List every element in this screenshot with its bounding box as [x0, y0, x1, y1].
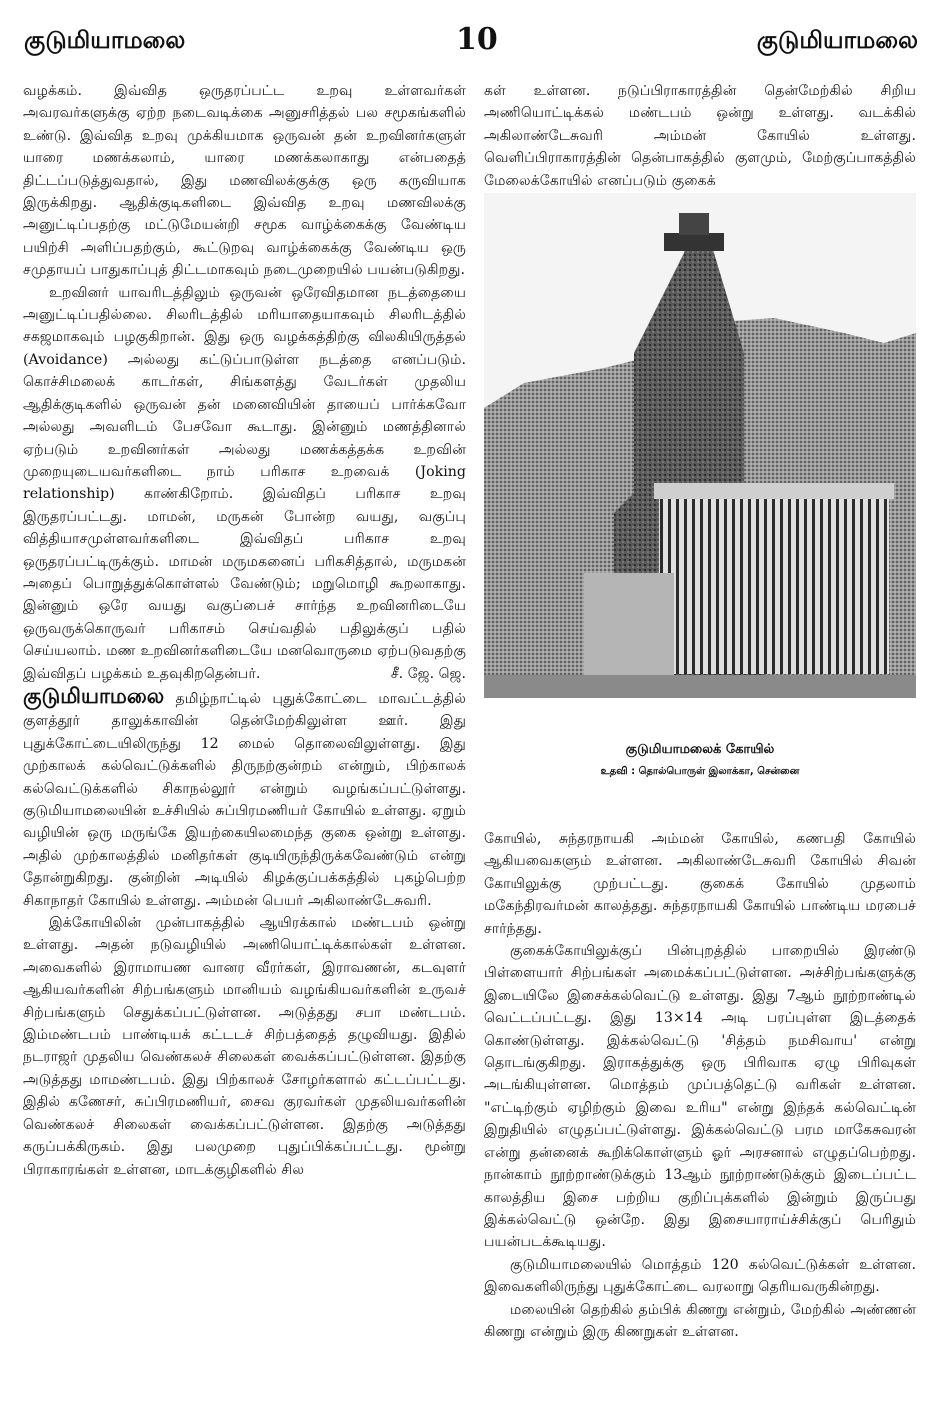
- right-column-top: [484, 80, 916, 192]
- ground: [484, 675, 916, 698]
- paragraph-text: தமிழ்நாட்டில் புதுக்கோட்டை மாவட்டத்தில் குளத்தூர் தாலுக்காவின் தென்மேற்கிலுள்ள ஊர். இது புதுக்கோட்டையிலிருந்து 12 மைல் தொலைவிலுள்ளது. இது முற்காலக் கல்வெட்டுக்களில் திருநற்குன்றம் என்றும், பிற்காலக் கல்வெட்டுக்களில் சிகாநல்லூர் என்றும் வழங்கப்பட்டுள்ளது. குடுமியாமலையின் உச்சியில் சுப்பிரமணியர் கோயில் உள்ளது. ஏறும் வழியின் ஒரு மருங்கே இயற்கையிலமைந்த குகை ஒன்று உள்ளது. அதில் முற்காலத்தில் மனிதர்கள் குடியிருந்திருக்கவேண்டும் என்று தோன்றுகிறது. குன்றின் அடியில் கிழக்குப்பக்கத்தில் புகழ்பெற்ற சிகாநாதர் கோயில் உள்ளது. அம்மன் பெயர் அகிலாண்டேசுவரி.: [23, 690, 466, 909]
- page-header: [22, 22, 918, 62]
- running-title-left: குடுமியாமலை: [24, 26, 186, 54]
- figure-caption: குடுமியாமலைக் கோயில்: [625, 742, 775, 757]
- paragraph-text: உறவினர் யாவரிடத்திலும் ஒருவன் ஒரேவிதமான நடத்தையை அனுட்டிப்பதில்லை. சிலரிடத்தில் மரியாதையாகவும் சிலரிடத்தில் சகஜமாகவும் பழகுகிறான். இது ஒரு வழக்கத்திற்கு விலகியிருத்தல் (Avoidance) அல்லது கட்டுப்பாடுள்ள நடத்தை எனப்படும். கொச்சிமலைக் காடர்கள், சிங்களத்து வேடர்கள் முதலிய ஆதிக்குடிகளில் ஒருவன் தன் மனைவியின் தாயைப் பார்க்கவோ அல்லது அவளிடம் பேசவோ கூடாது. இன்னும் மணத்தினால் ஏற்படும் உறவினர்கள் அல்லது மணக்கத்தக்க உறவின் முறையுடையவர்களிடை நாம் பரிகாச உறவைக் (Joking relationship) காண்கிறோம். இவ்விதப் பரிகாச உறவு இருதரப்பட்டது. மாமன், மருகன் போன்ற வயது, வகுப்பு வித்தியாசமுள்ளவர்களிடை இவ்விதப் பரிகாச உறவு ஒருதரப்பட்டிருக்கும். மாமன் மருமகனைப் பரிகசித்தால், மருமகன் அதைப் பொறுத்துக்கொள்ளல் வேண்டும்; மறுமொழி கூறலாகாது. இன்னும் ஒரே வயது வகுப்பைச் சார்ந்த உறவினரிடையே ஒருவருக்கொருவர் பரிகாசம் செய்வதில் பதிலுக்குப் பதில் செய்யலாம். மண உறவினர்களிடையே மனவொருமை ஏற்படுவதற்கு இவ்விதப் பழக்கம் உதவுகிறதென்பர்.: [23, 284, 466, 682]
- page-number: 10: [456, 22, 498, 57]
- temple-photo-illustration: [484, 193, 916, 698]
- entry-title: குடுமியாமலை: [23, 683, 165, 708]
- paragraph: கோயில், சுந்தரநாயகி அம்மன் கோயில், கணபதி கோயில் ஆகியவைகளும் உள்ளன. அகிலாண்டேசுவரி கோயில் சிவன் கோயிலுக்கு முற்பட்டது. குகைக் கோயில் முதலாம் மகேந்திரவர்மன் காலத்தது. சுந்தரநாயகி கோயில் பாண்டிய மரபைச் சார்ந்தது.: [484, 831, 916, 937]
- paragraph: மலையின் தெற்கில் தம்பிக் கிணறு என்றும், மேற்கில் அண்ணன் கிணறு என்றும் இரு கிணறுகள் உள்ளன.: [484, 1301, 916, 1340]
- paragraph: குகைக்கோயிலுக்குப் பின்புறத்தில் பாறையில் இரண்டு பிள்ளையார் சிற்பங்கள் அமைக்கப்பட்டுள்ளன. அச்சிற்பங்களுக்கு இடையிலே இசைக்கல்வெட்டு உள்ளது. இது 7ஆம் நூற்றாண்டில் வெட்டப்பட்டது. இது 13×14 அடி பரப்புள்ள இடத்தைக் கொண்டுள்ளது. இக்கல்வெட்டு 'சித்தம் நமசிவாய' என்று தொடங்குகிறது. இராகத்துக்கு ஒரு பிரிவாக ஏழு பிரிவுகள் அடங்கியுள்ளன. மொத்தம் முப்பத்தெட்டு வரிகள் உள்ளன. "எட்டிற்கும் ஏழிற்கும் இவை உரிய" என்று இந்தக் கல்வெட்டின் இறுதியில் எழுதப்பட்டுள்ளது. இக்கல்வெட்டு பரம மாகேசுவரன் என்று தன்னைக் கூறிக்கொள்ளும் ஓர் அரசனால் எழுதப்பெற்றது. நான்காம் நூற்றாண்டுக்கும் 13ஆம் நூற்றாண்டுக்கும் இடைப்பட்ட காலத்திய இசை பற்றிய குறிப்புக்களில் இன்றும் இருப்பது இக்கல்வெட்டு ஒன்றே. இது இசையாராய்ச்சிக்குப் பெரிதும் பயன்படக்கூடியது.: [484, 943, 916, 1251]
- paragraph: வழக்கம். இவ்வித ஒருதரப்பட்ட உறவு உள்ளவர்கள் அவரவர்களுக்கு ஏற்ற நடைவடிக்கை அனுசரித்தல் பல சமூகங்களில் உண்டு. இவ்வித உறவு முக்கியமாக ஒருவன் தன் உறவினர்களுள் யாரை மணக்கலாம், யாரை மணக்கலாகாது என்பதைத் திட்டப்படுத்துவதால், இது மணவிலக்குக்கு ஒரு கருவியாக இருக்கிறது. ஆதிக்குடிகளிடை இவ்வித உறவு மணவிலக்கு அனுட்டிப்பதற்கு மட்டுமேயன்றி சமூக வாழ்க்கைக்கு வேண்டிய பயிற்சி அளிப்பதற்கும், கூட்டுறவு வாழ்க்கைக்கு வேண்டிய ஒரு சமுதாயப் பாதுகாப்புத் திட்டமாகவும் நடைமுறையில் பயன்படுகிறது.: [23, 83, 466, 279]
- figure-credit: உதவி : தொல்பொருள் இலாக்கா, சென்னை: [600, 766, 800, 777]
- paragraph: கள் உள்ளன. நடுப்பிராகாரத்தின் தென்மேற்கில் சிறிய அணியொட்டிக்கல் மண்டபம் ஒன்று உள்ளது. வடக்கில் அகிலாண்டேசுவரி அம்மன் கோயில் உள்ளது. வெளிப்பிராகாரத்தின் தென்பாகத்தில் குளமும், மேற்குப்பாகத்தில் மேலைக்கோயில் எனப்படும் குகைக்: [484, 83, 916, 189]
- mandapam-roof: [654, 483, 894, 499]
- author-signature: சீ. ஜே. ஜெ.: [390, 665, 466, 682]
- right-column-bottom: [484, 828, 916, 1343]
- temple-photograph: [484, 193, 916, 698]
- stone-steps: [584, 573, 674, 683]
- paragraph: [23, 282, 466, 685]
- paragraph: குடுமியாமலையில் மொத்தம் 120 கல்வெட்டுக்கள் உள்ளன. இவைகளிலிருந்து புதுக்கோட்டை வரலாறு தெரியவருகின்றது.: [484, 1256, 916, 1296]
- entry-paragraph: [23, 685, 466, 912]
- left-column: [23, 80, 466, 1181]
- running-title-right: குடுமியாமலை: [756, 26, 918, 54]
- tower-crest: [664, 233, 724, 251]
- mandapam-pillars: [659, 499, 889, 674]
- tower-finial: [679, 213, 709, 235]
- paragraph: இக்கோயிலின் முன்பாகத்தில் ஆயிரக்கால் மண்டபம் ஒன்று உள்ளது. அதன் நடுவழியில் அணியொட்டிக்கால்கள் உள்ளன. அவைகளில் இராமாயண வானர வீரர்கள், இராவணன், கடவுளர் ஆகியவர்களின் சிற்பங்களும் மானியம் வழங்கியவர்களின் உருவச் சிற்பங்களும் செதுக்கப்பட்டுள்ளன. அடுத்தது சபா மண்டபம். இம்மண்டபம் பாண்டியக் கட்டடச் சிற்பத்தைத் தழுவியது. இதில் நடராஜர் முதலிய வெண்கலச் சிலைகள் வைக்கப்பட்டுள்ளன. இதற்கு அடுத்தது மாமண்டபம். இது பிற்காலச் சோழர்களால் கட்டப்பட்டது. இதில் கணேசர், சுப்பிரமணியர், சைவ குரவர்கள் முதலியவர்களின் வெண்கலச் சிலைகள் வைக்கப்பட்டுள்ளன. இதற்கு அடுத்தது கருப்பக்கிருகம். இது பலமுறை புதுப்பிக்கப்பட்டது. மூன்று பிராகாரங்கள் உள்ளன, மாடக்குழிகளில் சில: [23, 915, 466, 1178]
